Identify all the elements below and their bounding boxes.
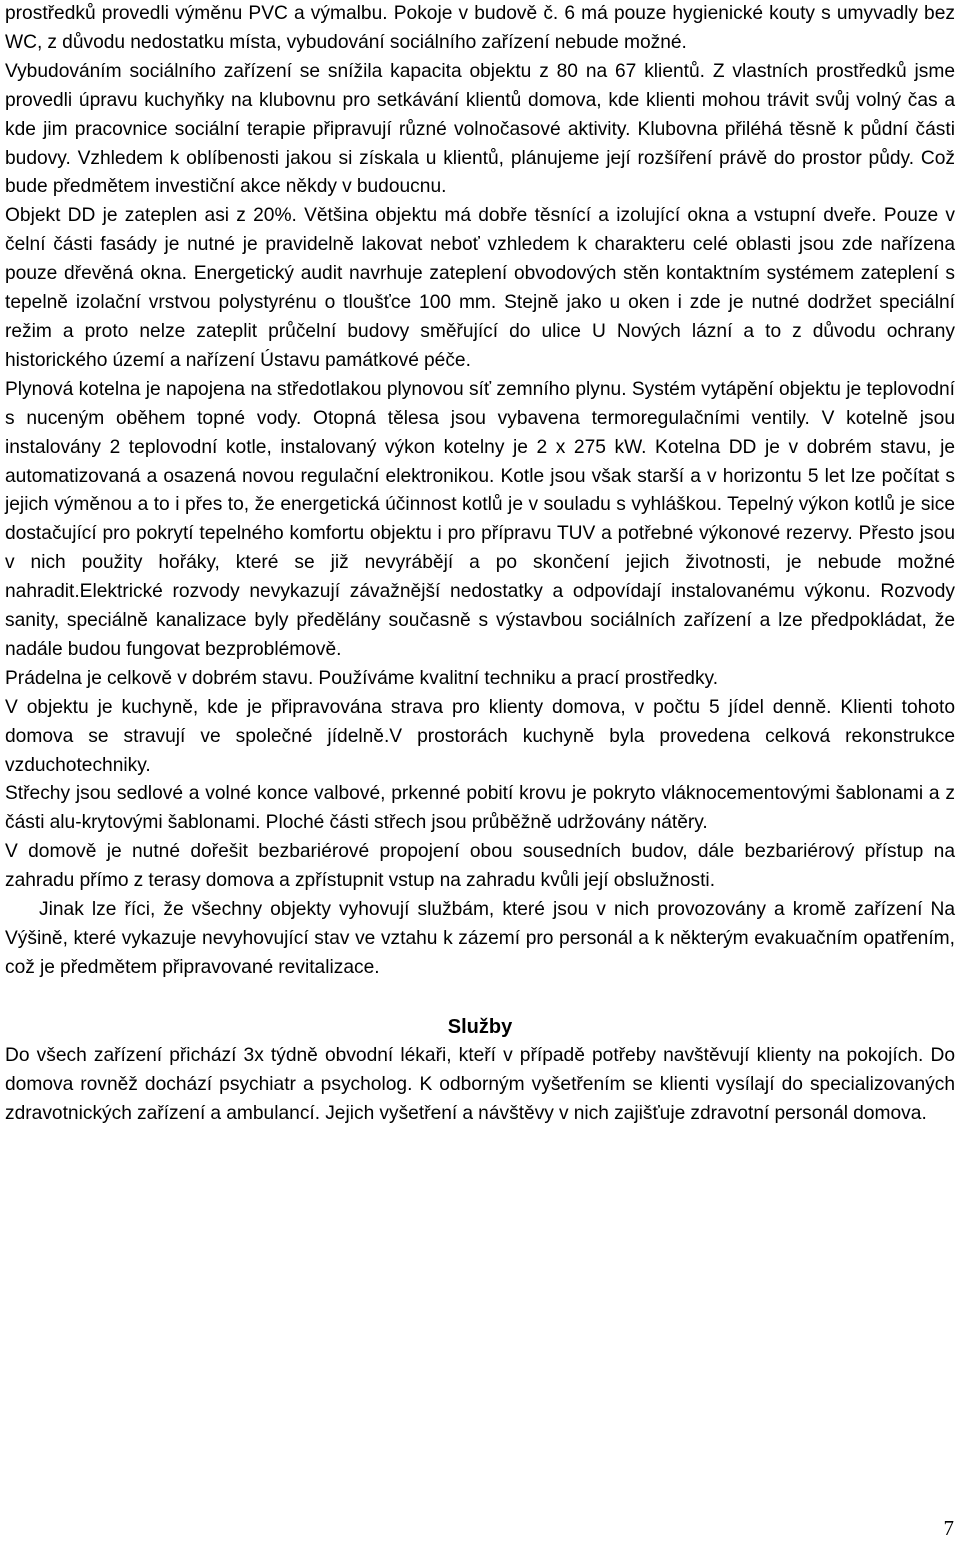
- paragraph-roofs: Střechy jsou sedlové a volné konce valbové, prkenné pobití krovu je pokryto vláknocementovými šablonami a z části alu-krytovými šablonami. Ploché části střech jsou průběžně udržovány nátěry.: [5, 783, 955, 834]
- paragraph-barrier-free: V domově je nutné dořešit bezbariérové propojení obou sousedních budov, dále bezbariérový přístup na zahradu přímo z terasy domova a zpřístupnit vstup na zahradu kvůli její obslužnosti.: [5, 841, 955, 892]
- paragraph-insulation: Objekt DD je zateplen asi z 20%. Většina objektu má dobře těsnící a izolující okna a vstupní dveře. Pouze v čelní části fasády je nutné je pravidelně lakovat neboť vzhledem k charakteru celé oblasti jsou zde nařízena pouze dřevěná okna. Energetický audit navrhuje zateplení obvodových stěn kontaktním systémem zateplení s tepelně izolační vrstvou polystyrénu o tloušťce 100 mm. Stejně jako u oken i zde je nutné dodržet speciální režim a proto nelze zateplit průčelní budovy směřující do ulice U Nových lázní a to z důvodu ochrany historického území a nařízení Ústavu památkové péče.: [5, 205, 955, 371]
- page-number: 7: [943, 1516, 954, 1540]
- section-heading-services: Služby: [447, 1015, 513, 1038]
- paragraph-kitchen: V objektu je kuchyně, kde je připravována strava pro klienty domova, v počtu 5 jídel denně. Klienti tohoto domova se stravují ve společné jídelně.V prostorách kuchyně byla provedena celková rekonstrukce vzduchotechniky.: [5, 696, 955, 776]
- paragraph-capacity-clubroom: Vybudováním sociálního zařízení se snížila kapacita objektu z 80 na 67 klientů. Z vlastních prostředků jsme provedli úpravu kuchyňky na klubovnu pro setkávání klientů domova, kde klienti mohou trávit svůj volný čas a kde jim pracovnice sociální terapie připravují různé volnočasové aktivity. Klubovna přiléhá těsně k půdní části budovy. Vzhledem k oblíbenosti jakou si získala u klientů, plánujeme její rozšíření právě do prostor půdy. Což bude předmětem investiční akce někdy v budoucnu.: [5, 60, 955, 198]
- paragraph-summary: Jinak lze říci, že všechny objekty vyhovují službám, které jsou v nich provozovány a kromě zařízení Na Výšině, které vykazuje nevyhovující stav ve vztahu k zázemí pro personál a k některým evakuačním opatřením, což je předmětem připravované revitalizace.: [5, 899, 955, 978]
- paragraph-laundry: Prádelna je celkově v dobrém stavu. Používáme kvalitní techniku a prací prostředky.: [5, 667, 719, 689]
- section-spacer: [5, 983, 955, 1012]
- paragraph-renovation: prostředků provedli výměnu PVC a výmalbu. Pokoje v budově č. 6 má pouze hygienické kouty s umyvadly bez WC, z důvodu nedostatku místa, vybudování sociálního zařízení nebude možné.: [5, 3, 955, 53]
- paragraph-services: Do všech zařízení přichází 3x týdně obvodní lékaři, kteří v případě potřeby navštěvují klienty na pokojích. Do domova rovněž dochází psychiatr a psycholog. K odborným vyšetřením se klienti vysílají do specializovaných zdravotnických zařízení a ambulancí. Jejich vyšetření a návštěvy v nich zajišťuje zdravotní personál domova.: [5, 1044, 955, 1124]
- document-page: [5, 0, 955, 1129]
- paragraph-boiler-room: Plynová kotelna je napojena na středotlakou plynovou síť zemního plynu. Systém vytápění objektu je teplovodní s nuceným oběhem topné vody. Otopná tělesa jsou vybavena termoregulačními ventily. V kotelně jsou instalovány 2 teplovodní kotle, instalovaný výkon kotelny je 2 x 275 kW. Kotelna DD je v dobrém stavu, je automatizovaná a osazená novou regulační elektronikou. Kotle jsou však starší a v horizontu 5 let lze počítat s jejich výměnou a to i přes to, že energetická účinnost kotlů je v souladu s vyhláškou. Tepelný výkon kotlů je sice dostačující pro pokrytí tepelného komfortu objektu i pro přípravu TUV a potřebné výkonové rezervy. Přesto jsou v nich použity hořáky, které se již nevyrábějí a po skončení jejich životnosti, je nebude možné nahradit.Elektrické rozvody nevykazují závažnější nedostatky a odpovídají instalovanému výkonu. Rozvody sanity, speciálně kanalizace byly předělány současně s výstavbou sociálních zařízení a lze předpokládat, že nadále budou fungovat bezproblémově.: [5, 378, 955, 660]
